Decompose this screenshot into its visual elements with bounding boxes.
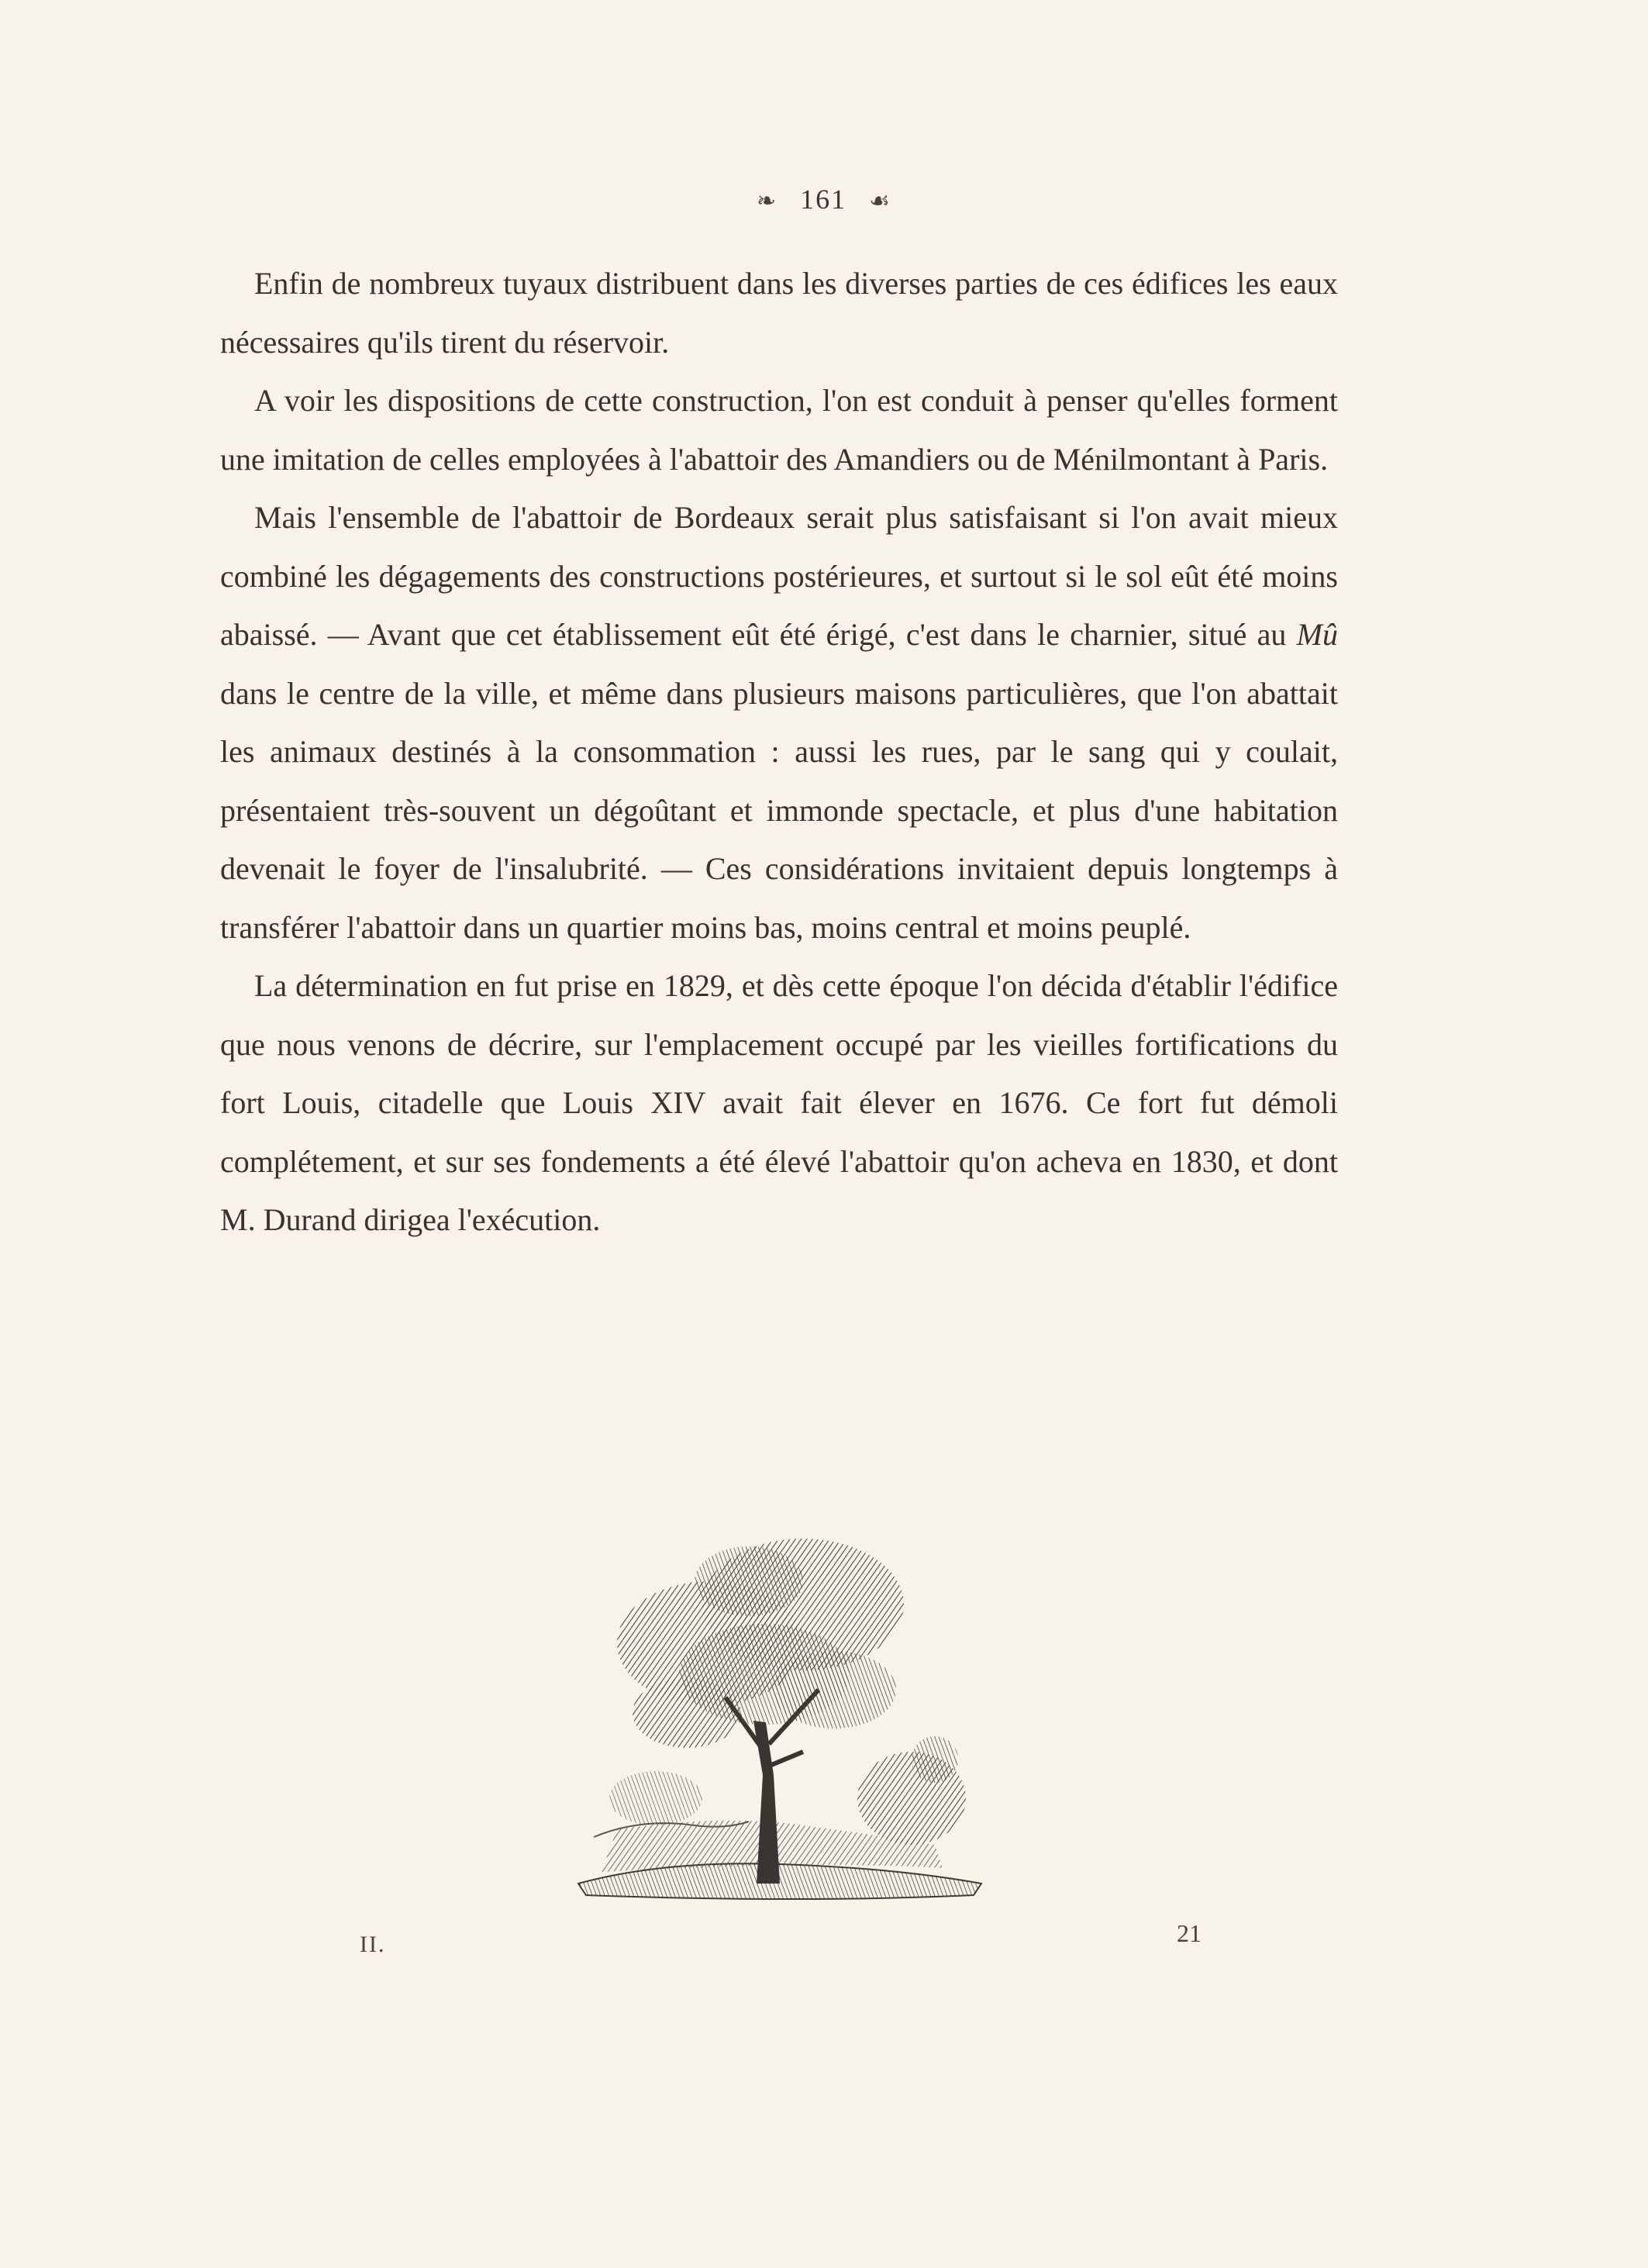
ornament-right-icon: ☙ — [869, 188, 892, 214]
tree-vignette-icon — [571, 1519, 989, 1907]
paragraph-4: La détermination en fut prise en 1829, et dès cette époque l'on décida d'établir l'édifice que nous venons de décrire, sur l'emplacement occupé par les vieilles fortifications du fort Louis, citadelle que Louis XIV avait fait élever en 1676. Ce fort fut démoli complétement, et sur ses fondements a été élevé l'abattoir qu'on acheva en 1830, et dont M. Durand dirigea l'exécution. — [220, 968, 1338, 1237]
body-text — [220, 254, 1338, 1249]
paragraph-3-italic: Mû — [1296, 617, 1338, 652]
paragraph-1: Enfin de nombreux tuyaux distribuent dans les diverses parties de ces édifices les eaux nécessaires qu'ils tirent du réservoir. — [220, 266, 1338, 360]
ornament-left-icon: ❧ — [756, 188, 778, 214]
paragraph-3-end: dans le centre de la ville, et même dans plusieurs maisons particulières, que l'on abattait les animaux destinés à la consommation : aussi les rues, par le sang qui y coulait, présentaient très-souvent un dégoûtant et immonde spectacle, et plus d'une habitation devenait le foyer de l'insalubrité. — Ces considérations invitaient depuis longtemps à transférer l'abattoir dans un quartier moins bas, moins central et moins peuplé. — [220, 675, 1338, 945]
folio-number: 21 — [1177, 1919, 1202, 1947]
paragraph-3 — [220, 488, 1338, 956]
signature-mark: II. — [360, 1932, 386, 1957]
paragraph-2: A voir les dispositions de cette construction, l'on est conduit à penser qu'elles forment une imitation de celles employées à l'abattoir des Amandiers ou de Ménilmontant à Paris. — [220, 383, 1338, 477]
page-number: 161 — [800, 184, 847, 215]
page-header — [0, 183, 1648, 215]
paragraph-3-start: Mais l'ensemble de l'abattoir de Bordeaux serait plus satisfaisant si l'on avait mieux combiné les dégagements des constructions postérieures, et surtout si le sol eût été moins abaissé. — Avant que cet établissement eût été érigé, c'est dans le charnier, situé au — [220, 500, 1338, 652]
